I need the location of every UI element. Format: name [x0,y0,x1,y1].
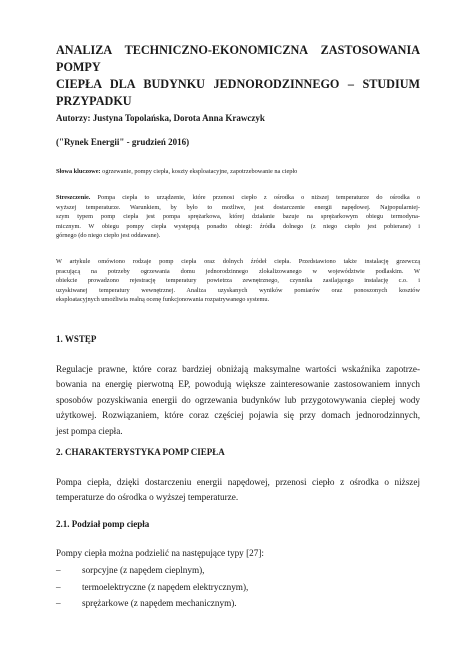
keywords-line [56,167,420,177]
section-heading-intro: 1. WSTĘP [56,334,97,344]
list-item-text: sprężarkowe (z napędem mechanicznym). [82,598,237,609]
list-item [56,579,248,596]
dash-bullet: – [56,565,61,575]
title-line: ANALIZA TECHNICZNO-EKONOMICZNA ZASTOSOWANIA POMPY [56,43,420,74]
paragraph-line: bowania na energię pierwotną EP, powodują większe zainteresowanie zastosowaniem innych [56,379,420,390]
list-item [56,562,248,579]
list-item-text: sorpcyjne (z napędem cieplnym), [82,565,205,575]
list-item-text: termoelektryczne (z napędem elektrycznym), [82,581,249,592]
abstract-line: wyższej temperaturze. Warunkiem, by było to możliwe, jest dostarczenie energii napędowej. Najpopularniej- [56,203,420,211]
abstract-line: micznym. W obiegu pompy ciepła występują ponadto obiegi: źródła dolnego (z niego ciepło jest pobierane) i [56,222,420,230]
paper-title [56,42,420,110]
paragraph-line: temperaturze do ośrodka o wyższej temperaturze. [56,492,239,503]
paragraph-line: Regulacje prawne, które coraz bardziej obniżają maksymalne wartości wskaźnika zapotrze- [56,364,420,374]
abstract-line: szym typem pomp ciepła jest pompa sprężarkowa, której działanie bazuje na sprężarkowym obiegu termodyna- [56,213,420,221]
characteristics-paragraph [56,475,420,506]
authors: Autorzy: Justyna Topolańska, Dorota Anna Krawczyk [56,113,265,123]
paragraph-line: sposobów pozyskiwania energii do ogrzewania budynków lub przygotowywania ciepłej wody [56,394,420,405]
abstract [56,193,420,241]
keywords-label: Słowa kluczowe: [56,168,101,175]
paragraph-line: Pompa ciepła, dzięki dostarczeniu energii napędowej, przenosi ciepło z ośrodka o niższej [56,477,420,487]
dash-bullet: – [56,581,61,592]
article-summary [56,257,420,305]
intro-paragraph [56,362,420,439]
summary-line: W artykule omówiono rodzaje pomp ciepła oraz dolnych źródeł ciepła. Przedstawiono także instalację grzewczą [56,258,420,265]
dash-bullet: – [56,598,61,609]
subsection-heading-classification: 2.1. Podział pomp ciepła [56,519,150,529]
abstract-text: Pompa ciepła to urządzenie, które przenosi ciepło z ośrodka o niższej temperaturze do ośrodka o [90,194,420,201]
abstract-label: Streszczenie. [56,194,91,201]
title-line: CIEPŁA DLA BUDYNKU JEDNORODZINNEGO – STUDIUM [56,77,420,91]
abstract-line: górnego (do niego ciepło jest oddawane). [56,232,161,240]
list-item [56,595,248,612]
paragraph-line: Pompy ciepła można podzielić na następujące typy [27]: [56,548,264,558]
summary-line: obiekcie prowadzono rejestrację temperatury powietrza zewnętrznego, czynnika zasilającego instalację c.o. i [56,277,420,285]
heat-pump-types-list [56,562,248,612]
summary-line: pracującą na potrzeby ogrzewania domu jednorodzinnego zlokalizowanego w województwie podlaskim. W [56,267,420,275]
source-citation: ("Rynek Energii" - grudzień 2016) [56,137,190,147]
paragraph-line: jest pompa ciepła. [56,425,123,436]
paragraph-line: użytkowej. Rozwiązaniem, które coraz częściej pojawia się przy domach jednorodzinnych, [56,410,420,421]
keywords-text: ogrzewanie, pompy ciepła, koszty eksploatacyjne, zapotrzebowanie na ciepło [100,168,298,175]
keywords [56,167,420,177]
summary-line: eksploatacyjnych umożliwia realną ocenę funkcjonowania rozpatrywanego systemu. [56,296,270,304]
section-heading-characteristics: 2. CHARAKTERYSTYKA POMP CIEPŁA [56,447,225,457]
classification-intro [56,546,420,561]
abstract-line [56,193,420,203]
summary-line: uzyskiwanej temperatury wewnętrznej. Analiza uzyskanych wyników pomiarów oraz ponoszonych kosztów [56,286,420,294]
title-line: PRZYPADKU [56,94,132,108]
